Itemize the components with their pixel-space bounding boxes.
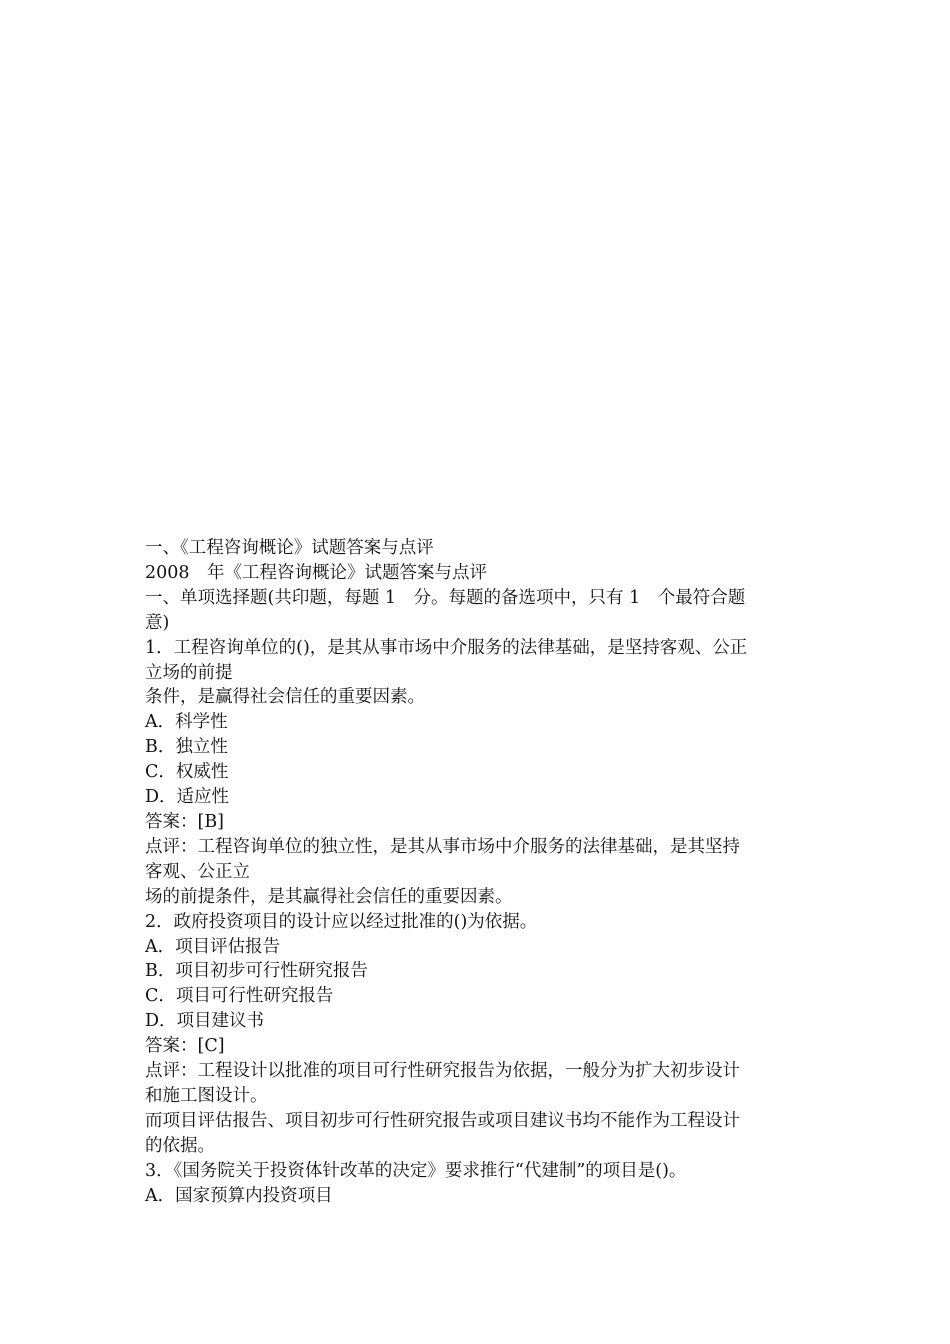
section-instructions: 一、单项选择题(共印题，每题 1 分。每题的备选项中，只有 1 个最符合题 — [145, 587, 746, 608]
question-2-text: 2．政府投资项目的设计应以经过批准的()为依据。 — [145, 911, 538, 932]
document-body — [145, 536, 810, 1208]
question-1-comment-cont: 客观、公正立 — [145, 861, 250, 882]
question-2-option-a: A．项目评估报告 — [145, 936, 281, 957]
document-title: 2008 年《工程咨询概论》试题答案与点评 — [145, 562, 488, 583]
question-2-comment: 点评：工程设计以批准的项目可行性研究报告为依据，一般分为扩大初步设计 — [145, 1061, 740, 1082]
question-3-text: 3．《国务院关于投资体针改革的决定》要求推行“代建制”的项目是()。 — [145, 1160, 687, 1181]
question-2-option-d: D．项目建议书 — [145, 1011, 265, 1032]
question-1-text: 1．工程咨询单位的()，是其从事市场中介服务的法律基础，是坚持客观、公正 — [145, 637, 748, 658]
question-1-option-c: C．权威性 — [145, 762, 229, 783]
question-2-option-c: C．项目可行性研究报告 — [145, 986, 334, 1007]
question-1-option-a: A．科学性 — [145, 712, 228, 733]
question-2-comment-cont: 的依据。 — [145, 1135, 215, 1156]
question-2-comment-cont: 而项目评估报告、项目初步可行性研究报告或项目建议书均不能作为工程设计 — [145, 1110, 740, 1131]
question-1-comment: 点评：工程咨询单位的独立性，是其从事市场中介服务的法律基础，是其坚持 — [145, 836, 740, 857]
question-1-answer: 答案：[B] — [145, 811, 225, 832]
section-instructions-cont: 意) — [145, 612, 170, 633]
question-2-comment-cont: 和施工图设计。 — [145, 1085, 268, 1106]
question-1-option-d: D．适应性 — [145, 787, 230, 808]
question-1-text-cont: 条件，是赢得社会信任的重要因素。 — [145, 687, 425, 708]
question-1-option-b: B．独立性 — [145, 737, 228, 758]
question-1-text-cont: 立场的前提 — [145, 662, 233, 683]
question-2-option-b: B．项目初步可行性研究报告 — [145, 961, 368, 982]
question-1-comment-cont: 场的前提条件，是其赢得社会信任的重要因素。 — [145, 886, 513, 907]
section-heading: 一、《工程咨询概论》试题答案与点评 — [145, 538, 434, 558]
question-3-option-a: A．国家预算内投资项目 — [145, 1185, 333, 1206]
question-2-answer: 答案：[C] — [145, 1036, 225, 1057]
